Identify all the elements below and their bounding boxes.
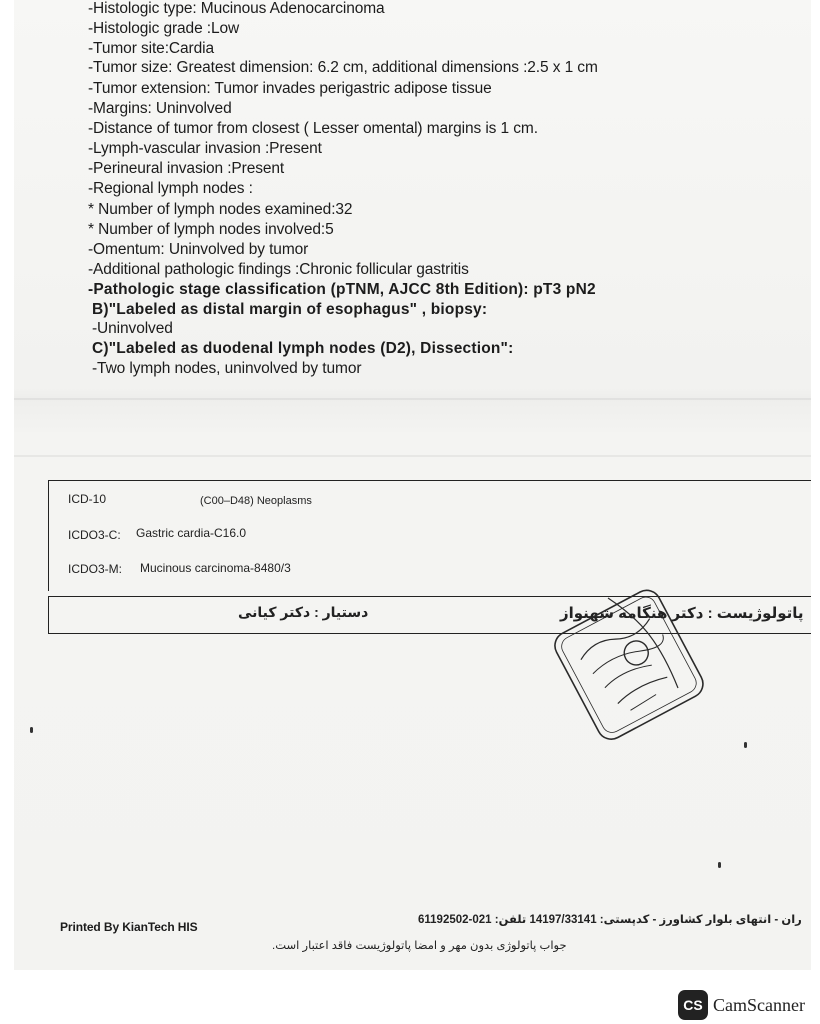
icd10-value: (C00–D48) Neoplasms (200, 495, 312, 507)
section-c-result: -Two lymph nodes, uninvolved by tumor (92, 360, 362, 377)
histologic-grade: -Histologic grade :Low (88, 20, 240, 37)
icdo3c-value: Gastric cardia-C16.0 (136, 526, 247, 540)
lymph-nodes-examined: * Number of lymph nodes examined:32 (88, 201, 353, 218)
pathologist-stamp (548, 578, 708, 748)
camscanner-label: CamScanner (713, 995, 805, 1015)
lymph-vascular-invasion: -Lymph-vascular invasion :Present (88, 140, 322, 157)
histologic-type: -Histologic type: Mucinous Adenocarcinoma (88, 0, 385, 17)
tumor-size: -Tumor size: Greatest dimension: 6.2 cm, additional dimensions :2.5 x 1 cm (88, 59, 598, 76)
scan-mark (30, 727, 33, 733)
pathologist-name: پاتولوژیست : دکتر هنگامه شهنواز (560, 605, 804, 622)
scan-mark (744, 742, 747, 748)
lymph-nodes-involved: * Number of lymph nodes involved:5 (88, 221, 334, 238)
tumor-extension: -Tumor extension: Tumor invades perigastric adipose tissue (88, 80, 492, 97)
icd10-label: ICD-10 (68, 492, 107, 506)
assistant-name: دستیار : دکتر کیانی (238, 604, 369, 620)
perineural-invasion: -Perineural invasion :Present (88, 160, 285, 177)
section-b-title: B)"Labeled as distal margin of esophagus" , biopsy: (92, 301, 488, 318)
fold-crease (14, 398, 811, 400)
pathologic-stage: -Pathologic stage classification (pTNM, AJCC 8th Edition): pT3 pN2 (88, 281, 596, 298)
scan-mark (718, 862, 721, 868)
regional-lymph-nodes: -Regional lymph nodes : (88, 180, 253, 197)
margins: -Margins: Uninvolved (88, 100, 232, 117)
section-b-result: -Uninvolved (92, 320, 173, 337)
tumor-site: -Tumor site:Cardia (88, 40, 214, 57)
additional-findings: -Additional pathologic findings :Chronic follicular gastritis (88, 261, 469, 278)
printed-by: Printed By KianTech HIS (60, 920, 198, 934)
distance-of-tumor: -Distance of tumor from closest ( Lesser omental) margins is 1 cm. (88, 120, 538, 137)
footer-address: ران - انتهای بلوار کشاورز - کدپستی: 14197/33141 تلفن: 021-61192502 (418, 914, 802, 926)
icdo3m-label: ICDO3-M: (68, 562, 122, 576)
icdo3c-label: ICDO3-C: (68, 528, 121, 542)
footer-disclaimer: جواب پاتولوژی بدون مهر و امضا پاتولوژیست فاقد اعتبار است. (272, 940, 567, 952)
omentum: -Omentum: Uninvolved by tumor (88, 241, 309, 258)
camscanner-logo-icon: CS (678, 990, 708, 1020)
section-c-title: C)"Labeled as duodenal lymph nodes (D2), Dissection": (92, 340, 514, 357)
fold-crease (14, 455, 811, 457)
icdo3m-value: Mucinous carcinoma-8480/3 (140, 561, 291, 575)
